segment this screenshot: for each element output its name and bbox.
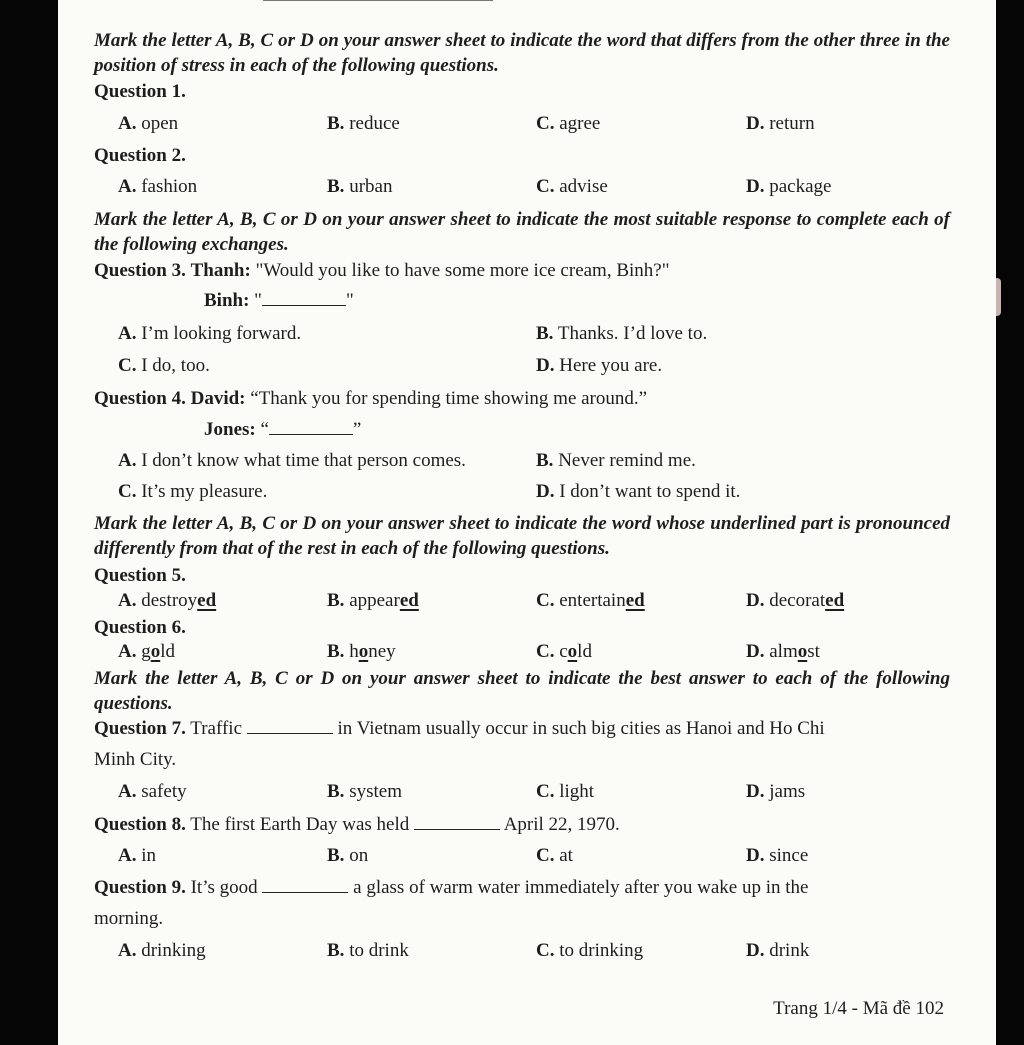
answer-blank (269, 420, 353, 435)
q7-option-a[interactable]: A. safety (118, 781, 187, 802)
q7-option-d[interactable]: D. jams (746, 781, 806, 802)
instruction-pronunciation: Mark the letter A, B, C or D on your answer sheet to indicate the word whose underlined part is pronounced differently from that of the rest in each of the following questions. (94, 513, 950, 559)
q2-option-a[interactable]: A. fashion (118, 176, 198, 197)
q8-option-d[interactable]: D. since (746, 845, 809, 866)
q2-option-d[interactable]: D. package (746, 176, 832, 197)
q2-option-b[interactable]: B. urban (327, 176, 393, 197)
question-4-stem: Question 4. David: “Thank you for spending time showing me around.” (94, 388, 648, 409)
answer-blank (414, 815, 500, 830)
q3-option-c[interactable]: C. I do, too. (118, 355, 210, 376)
q6-option-a[interactable]: A. gold (118, 641, 176, 662)
answer-blank (262, 291, 346, 306)
question-7-continuation: Minh City. (94, 749, 177, 770)
q9-option-d[interactable]: D. drink (746, 940, 810, 961)
top-rule (263, 0, 493, 1)
question-8-stem: Question 8. The first Earth Day was held April 22, 1970. (94, 814, 620, 835)
q6-option-d[interactable]: D. almost (746, 641, 820, 662)
q6-option-c[interactable]: C. cold (536, 641, 592, 662)
q7-option-c[interactable]: C. light (536, 781, 595, 802)
q3-option-a[interactable]: A. I’m looking forward. (118, 323, 302, 344)
edge-tab (996, 278, 1001, 316)
question-6-label: Question 6. (94, 617, 186, 638)
q4-option-b[interactable]: B. Never remind me. (536, 450, 696, 471)
q1-option-a[interactable]: A. open (118, 113, 179, 134)
question-9-continuation: morning. (94, 908, 164, 929)
q9-option-a[interactable]: A. drinking (118, 940, 206, 961)
exam-page (58, 0, 996, 1045)
question-5-label: Question 5. (94, 565, 186, 586)
question-2-label: Question 2. (94, 145, 186, 166)
q9-option-b[interactable]: B. to drink (327, 940, 409, 961)
answer-blank (262, 878, 348, 893)
question-7-stem: Question 7. Traffic in Vietnam usually occur in such big cities as Hanoi and Ho Chi (94, 718, 825, 739)
q4-option-d[interactable]: D. I don’t want to spend it. (536, 481, 741, 502)
q1-option-b[interactable]: B. reduce (327, 113, 400, 134)
q2-option-c[interactable]: C. advise (536, 176, 608, 197)
q9-option-c[interactable]: C. to drinking (536, 940, 644, 961)
q1-option-c[interactable]: C. agree (536, 113, 601, 134)
q4-option-a[interactable]: A. I don’t know what time that person comes. (118, 450, 466, 471)
instruction-best-answer: Mark the letter A, B, C or D on your answer sheet to indicate the best answer to each of the following questions. (94, 668, 950, 714)
q5-option-c[interactable]: C. entertained (536, 590, 645, 611)
q7-option-b[interactable]: B. system (327, 781, 402, 802)
answer-blank (247, 719, 333, 734)
page-footer: Trang 1/4 - Mã đề 102 (773, 998, 944, 1019)
q8-option-c[interactable]: C. at (536, 845, 573, 866)
question-4-response: Jones: “ ” (204, 419, 362, 440)
q3-option-b[interactable]: B. Thanks. I’d love to. (536, 323, 708, 344)
q4-option-c[interactable]: C. It’s my pleasure. (118, 481, 268, 502)
q8-option-b[interactable]: B. on (327, 845, 369, 866)
question-3-stem: Question 3. Thanh: "Would you like to have some more ice cream, Binh?" (94, 260, 670, 281)
instruction-exchanges: Mark the letter A, B, C or D on your answer sheet to indicate the most suitable response to complete each of the following exchanges. (94, 209, 950, 255)
q3-option-d[interactable]: D. Here you are. (536, 355, 663, 376)
q8-option-a[interactable]: A. in (118, 845, 157, 866)
q5-option-b[interactable]: B. appeared (327, 590, 419, 611)
question-3-response: Binh: " " (204, 290, 354, 311)
q5-option-d[interactable]: D. decorated (746, 590, 845, 611)
q1-option-d[interactable]: D. return (746, 113, 815, 134)
instruction-stress: Mark the letter A, B, C or D on your answer sheet to indicate the word that differs from the other three in the position of stress in each of the following questions. (94, 30, 950, 76)
question-9-stem: Question 9. It’s good a glass of warm water immediately after you wake up in the (94, 877, 809, 898)
question-1-label: Question 1. (94, 81, 186, 102)
q5-option-a[interactable]: A. destroyed (118, 590, 217, 611)
q6-option-b[interactable]: B. honey (327, 641, 396, 662)
